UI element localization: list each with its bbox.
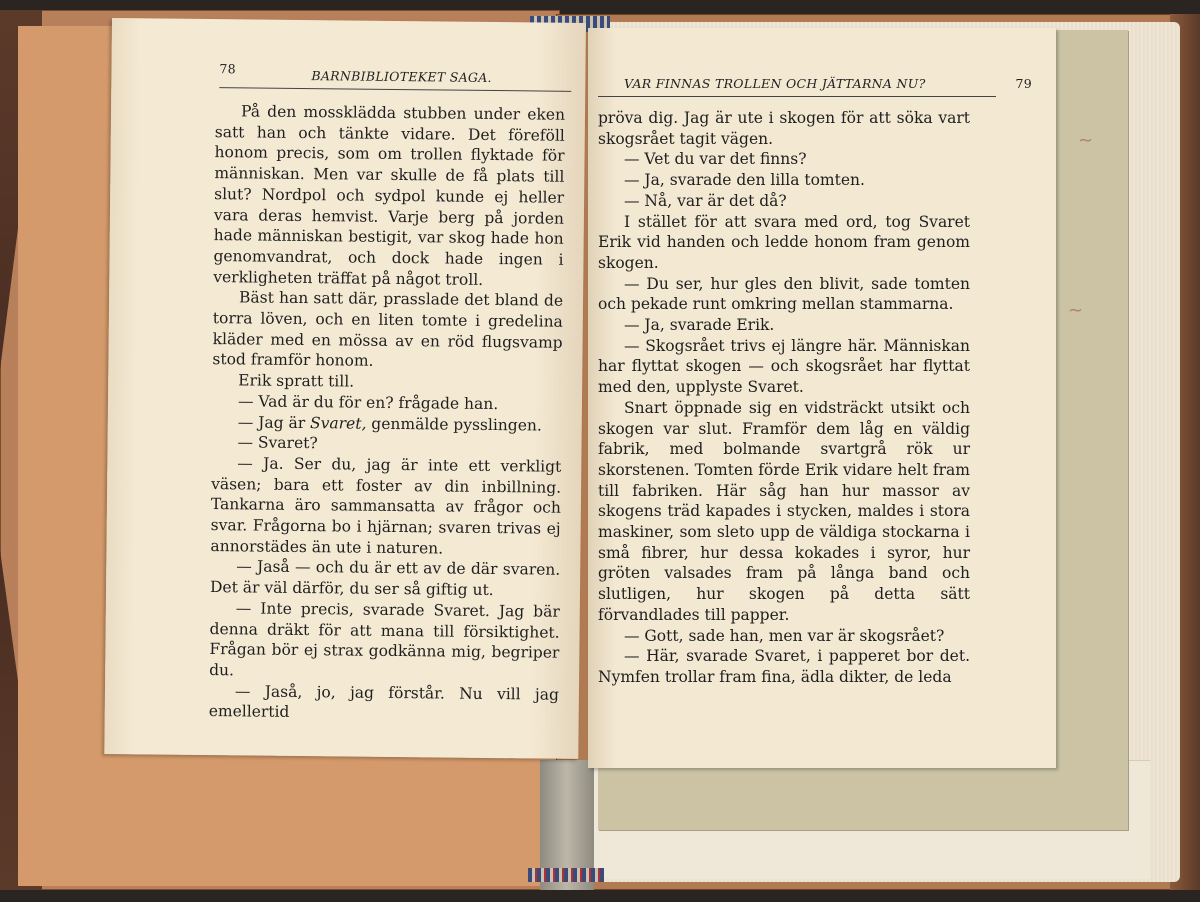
pencil-mark: ∼: [1078, 130, 1094, 151]
paragraph: — Jaså — och du är ett av de där svaren. Det är väl därför, du ser så giftig ut.: [209, 557, 561, 600]
paragraph: I stället för att svara med ord, tog Svaret Erik vid handen och ledde honom fram genom skogen.: [598, 212, 970, 272]
paragraph: — Här, svarade Svaret, i papperet bor det. Nymfen trollar fram fina, ädla dikter, de leda: [598, 647, 970, 686]
paragraph: — Jaså, jo, jag förstår. Nu vill jag emellertid: [208, 682, 560, 722]
right-page: [588, 28, 1056, 768]
left-page: [104, 18, 586, 759]
right-page-number: 79: [1015, 76, 1032, 91]
paragraph: — Ja, svarade Erik.: [624, 316, 775, 335]
left-body-text: [209, 101, 565, 726]
right-body-text: [598, 108, 970, 688]
italic-name: Svaret,: [309, 413, 367, 433]
paragraph: — Svaret?: [237, 433, 318, 453]
paragraph: — Vet du var det finns?: [624, 150, 807, 169]
paragraph: — Du ser, hur gles den blivit, sade tomten och pekade runt omkring mellan stammarna.: [598, 274, 970, 314]
right-running-head: [598, 74, 1032, 98]
text-run: — Jag är: [237, 412, 311, 432]
paragraph: — Vad är du för en? frågade han.: [237, 392, 499, 413]
paragraph: Erik spratt till.: [238, 371, 355, 391]
paragraph: På den mossklädda stubben under eken satt han och tänkte vidare. Det föreföll honom precis, som om trollen flyktade för människan. Men var skulle de få plats till slut? Nordpol och sydpol kunde ej heller vara deras hemvist. Varje berg på jorden hade människan bestigit, var skog hade hon genomvandrat, och dock hade ingen i verkligheten träffat på något troll.: [213, 102, 566, 289]
right-head-rule: [598, 96, 996, 97]
right-running-title: VAR FINNAS TROLLEN OCH JÄTTARNA NU?: [624, 76, 926, 91]
paragraph: Snart öppnade sig en vidsträckt utsikt och skogen var slut. Framför dem låg en väldig fabrik, med bolmande svartgrå rök ur skorstenen. Tomten förde Erik vidare helt fram till fabriken. Här såg han hur massor av skogens träd kapades i stycken, maldes i stora maskiner, som sleto upp de väldiga stockarna i små fibrer, hur dessa kokades i syror, hur gröten valsades fram på långa band och slutligen, hur skogen på detta sätt förvandlades till papper.: [598, 398, 970, 624]
paragraph: pröva dig. Jag är ute i skogen för att söka vart skogsrået tagit vägen.: [598, 109, 970, 148]
left-running-head: [219, 61, 571, 93]
text-run: genmälde pysslingen.: [366, 414, 542, 435]
headband-bottom: [528, 868, 604, 882]
paragraph: — Inte precis, svarade Svaret. Jag bär denna dräkt för att mana till försiktighet. Frågan bör ej strax godkänna mig, begriper du.: [209, 599, 560, 680]
left-running-title: BARNBIBLIOTEKET SAGA.: [311, 68, 492, 85]
paragraph: — Ja. Ser du, jag är inte ett verkligt väsen; bara ett foster av din inbillning. Tankarna äro sammansatta av frågor och svar. Frågorna bo i hjärnan; svaren trivas ej annorstädes än ute i naturen.: [210, 454, 562, 558]
paragraph: — Ja, svarade den lilla tomten.: [624, 171, 865, 190]
left-page-number: 78: [219, 61, 237, 77]
paragraph: — Skogsrået trivs ej längre här. Människan har flyttat skogen — och skogsrået har flyttat med den, upplyste Svaret.: [598, 336, 970, 397]
paragraph: Bäst han satt där, prasslade det bland de torra löven, och en liten tomte i gredelina kläder med en mössa av en röd flugsvamp stod framför honom.: [212, 288, 564, 371]
paragraph: — Nå, var är det då?: [624, 191, 787, 210]
pencil-mark: ∼: [1068, 300, 1084, 321]
left-head-rule: [219, 87, 571, 92]
paragraph: — Gott, sade han, men var är skogsrået?: [624, 626, 945, 645]
